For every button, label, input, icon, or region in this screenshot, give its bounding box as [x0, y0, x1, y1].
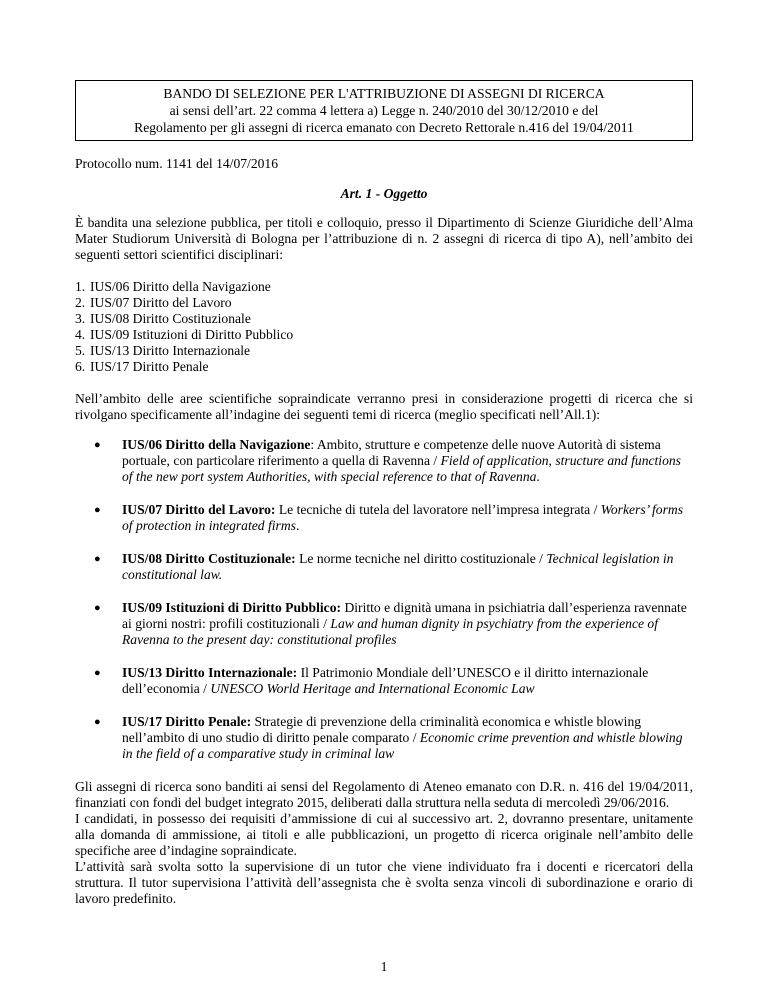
sector-number: 3.	[75, 311, 86, 326]
sector-label: IUS/09 Istituzioni di Diritto Pubblico	[90, 327, 294, 342]
sector-number: 1.	[75, 279, 86, 294]
topic-code: IUS/09 Istituzioni di Diritto Pubblico:	[122, 600, 342, 615]
bullet-icon: ●	[94, 439, 101, 451]
header-regulation-reference: Regolamento per gli assegni di ricerca emanato con Decreto Rettorale n.416 del 19/04/2011	[134, 120, 634, 135]
bullet-icon: ●	[94, 504, 101, 516]
topic-code: IUS/06 Diritto della Navigazione	[122, 437, 311, 452]
topic-code: IUS/13 Diritto Internazionale:	[122, 665, 298, 680]
topic-code: IUS/08 Diritto Costituzionale:	[122, 551, 296, 566]
topic-english: UNESCO World Heritage and International Economic Law	[210, 681, 535, 696]
sector-label: IUS/08 Diritto Costituzionale	[90, 311, 251, 326]
topic-italian: Diritto e dignità umana in psichiatria dall’esperienza ravennate ai giorni nostri: profili costituzionali /	[122, 600, 687, 631]
sector-label: IUS/07 Diritto del Lavoro	[90, 295, 232, 310]
topic-end: .	[536, 469, 540, 484]
sector-list	[75, 279, 693, 375]
sector-item	[75, 311, 693, 327]
bullet-icon: ●	[94, 716, 101, 728]
sector-item	[75, 359, 693, 375]
topic-end: .	[295, 518, 300, 533]
sector-number: 5.	[75, 343, 86, 358]
topic-italian: Le tecniche di tutela del lavoratore nell’impresa integrata /	[275, 502, 601, 517]
article-title: Art. 1 - Oggetto	[340, 186, 428, 201]
topic-item	[75, 665, 693, 697]
topic-english: Field of application, structure and functions of the new port system Authorities, with special reference to that of Ravenna	[122, 453, 681, 484]
topic-english: Workers’ forms of protection in integrated firms	[122, 502, 683, 533]
topic-italian: : Ambito, strutture e competenze delle nuove Autorità di sistema portuale, con particolare riferimento a quella di Ravenna /	[122, 437, 661, 468]
funding-paragraph: Gli assegni di ricerca sono banditi ai sensi del Regolamento di Ateneo emanato con D.R. n. 416 del 19/04/2011, finanziati con fondi del budget integrato 2015, deliberati dalla struttura nella seduta di mercoledì 29/06/2016.	[75, 779, 693, 810]
header-law-reference: ai sensi dell’art. 22 comma 4 lettera a) Legge n. 240/2010 del 30/12/2010 e del	[169, 103, 599, 118]
header-box	[75, 80, 693, 141]
topic-item	[75, 600, 693, 648]
sector-item	[75, 327, 693, 343]
sector-item	[75, 279, 693, 295]
topic-item	[75, 551, 693, 583]
bullet-icon: ●	[94, 553, 101, 565]
topic-english: Law and human dignity in psychiatry from the experience of Ravenna to the present day: constitutional profiles	[122, 616, 658, 647]
sector-number: 6.	[75, 359, 86, 374]
topic-item	[75, 437, 693, 485]
protocol-number: Protocollo num. 1141 del 14/07/2016	[75, 156, 279, 171]
topic-english: Economic crime prevention and whistle blowing in the field of a comparative study in criminal law	[122, 730, 683, 761]
topic-italian: Strategie di prevenzione della criminalità economica e whistle blowing nell’ambito di uno studio di diritto penale comparato /	[122, 714, 642, 745]
intro-paragraph: È bandita una selezione pubblica, per titoli e colloquio, presso il Dipartimento di Scienze Giuridiche dell’Alma Mater Studiorum Università di Bologna per l’attribuzione di n. 2 assegni di ricerca di tipo A), nell’ambito dei seguenti settori scientifici disciplinari:	[75, 215, 693, 262]
topic-italian: Il Patrimonio Mondiale dell’UNESCO e il diritto internazionale dell’economia /	[122, 665, 649, 696]
topics-intro-paragraph: Nell’ambito delle aree scientifiche sopraindicate verranno presi in considerazione progetti di ricerca che si rivolgano specificamente all’indagine dei seguenti temi di ricerca (meglio specificati nell’All.1):	[75, 391, 693, 422]
topic-english: Technical legislation in constitutional law.	[122, 551, 674, 582]
topic-item	[75, 502, 693, 534]
topic-item	[75, 714, 693, 762]
sector-number: 2.	[75, 295, 86, 310]
tutor-paragraph: L’attività sarà svolta sotto la supervisione di un tutor che viene individuato fra i docenti e ricercatori della struttura. Il tutor supervisiona l’attività dell’assegnista che è svolta senza vincoli di subordinazione e orario di lavoro predefinito.	[75, 859, 693, 906]
topic-code: IUS/07 Diritto del Lavoro:	[122, 502, 276, 517]
page-number: 1	[380, 959, 388, 974]
sector-item	[75, 343, 693, 359]
bullet-icon: ●	[94, 602, 101, 614]
sector-number: 4.	[75, 327, 86, 342]
sector-label: IUS/13 Diritto Internazionale	[90, 343, 251, 358]
requirements-paragraph: I candidati, in possesso dei requisiti d’ammissione di cui al successivo art. 2, dovranno presentare, unitamente alla domanda di ammissione, ai titoli e alle pubblicazioni, un progetto di ricerca originale nell’ambito delle specifiche aree d’indagine sopraindicate.	[75, 811, 693, 858]
sector-item	[75, 295, 693, 311]
sector-label: IUS/06 Diritto della Navigazione	[90, 279, 271, 294]
document-page	[75, 80, 693, 907]
topic-list	[75, 437, 693, 762]
sector-label: IUS/17 Diritto Penale	[90, 359, 209, 374]
topic-code: IUS/17 Diritto Penale:	[122, 714, 252, 729]
bullet-icon: ●	[94, 667, 101, 679]
topic-italian: Le norme tecniche nel diritto costituzionale /	[295, 551, 547, 566]
body-paragraphs	[75, 779, 693, 907]
header-title: BANDO DI SELEZIONE PER L'ATTRIBUZIONE DI ASSEGNI DI RICERCA	[163, 86, 605, 101]
